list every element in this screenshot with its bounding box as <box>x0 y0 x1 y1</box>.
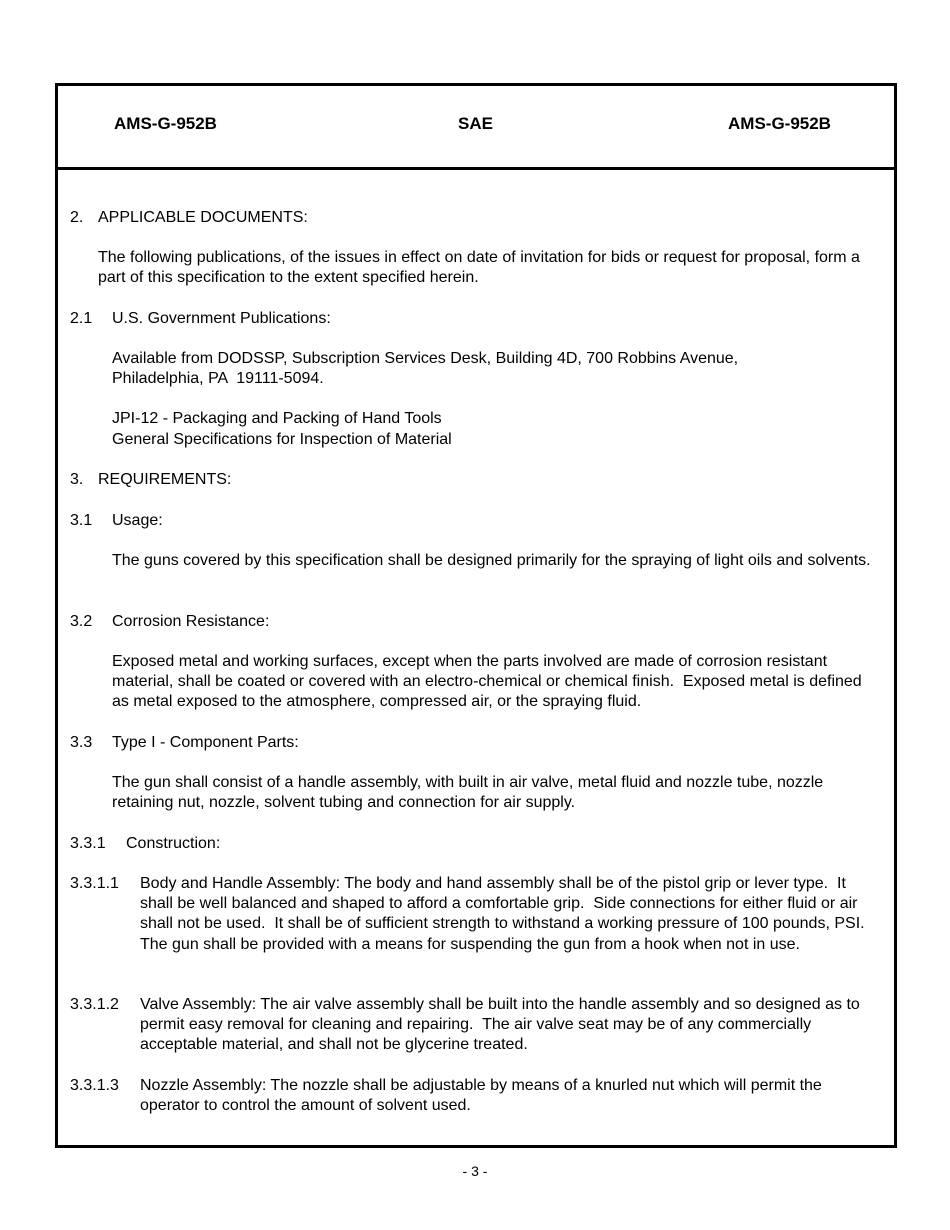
section-2-paragraph: The following publications, of the issues in effect on date of invitation for bids or request for proposal, form a part of this specification to the extent specified herein. <box>98 249 860 287</box>
section-3-3-1-number: 3.3.1 <box>70 835 106 852</box>
section-3-2-number: 3.2 <box>70 613 93 630</box>
section-number: 2. <box>70 209 84 226</box>
section-3-1-title: Usage: <box>112 512 163 529</box>
section-3-3-1-1-number: 3.3.1.1 <box>70 875 119 892</box>
section-2-1-document-line-2: General Specifications for Inspection of Material <box>112 431 452 448</box>
section-3-3-1-3-number: 3.3.1.3 <box>70 1077 119 1094</box>
header-doc-id-right: AMS-G-952B <box>728 114 831 133</box>
section-3-3-1-1-paragraph: Body and Handle Assembly: The body and hand assembly shall be of the pistol grip or lever type. It shall be well balanced and shaped to afford a comfortable grip. Side connections for either fluid or air shall not be used. It shall be of sufficient strength to withstand a working pressure of 100 pounds, PSI. The gun shall be provided with a means for suspending the gun from a hook when not in use. <box>140 875 874 953</box>
section-2-1-number: 2.1 <box>70 310 93 327</box>
section-3-3-1-2-number: 3.3.1.2 <box>70 996 119 1013</box>
section-3-title: REQUIREMENTS: <box>98 471 232 488</box>
section-2-heading <box>70 208 83 228</box>
section-3-1-paragraph: The guns covered by this specification shall be designed primarily for the spraying of light oils and solvents. <box>112 552 871 569</box>
section-3-3-1-2-paragraph: Valve Assembly: The air valve assembly shall be built into the handle assembly and so designed as to permit easy removal for cleaning and repairing. The air valve seat may be of any commercially acceptable material, and shall not be glycerine treated. <box>140 996 865 1054</box>
header-doc-id-left: AMS-G-952B <box>114 114 217 133</box>
section-3-3-1-title: Construction: <box>126 835 221 852</box>
section-3-3-paragraph: The gun shall consist of a handle assembly, with built in air valve, metal fluid and nozzle tube, nozzle retaining nut, nozzle, solvent tubing and connection for air supply. <box>112 774 824 812</box>
section-3-2-title: Corrosion Resistance: <box>112 613 270 630</box>
section-3-1-number: 3.1 <box>70 512 93 529</box>
page-header <box>58 86 894 170</box>
section-2-1-title: U.S. Government Publications: <box>112 310 331 327</box>
section-3-number: 3. <box>70 471 84 488</box>
section-2-1-address-line-1: Available from DODSSP, Subscription Services Desk, Building 4D, 700 Robbins Avenue, <box>112 350 739 367</box>
section-3-2-paragraph: Exposed metal and working surfaces, except when the parts involved are made of corrosion resistant material, shall be coated or covered with an electro-chemical or chemical finish. Exposed metal is defined as metal exposed to the atmosphere, compressed air, or the spraying fluid. <box>112 653 867 711</box>
section-3-3-number: 3.3 <box>70 734 93 751</box>
page-number: - 3 - <box>462 1163 488 1179</box>
section-2-1-address-line-2: Philadelphia, PA 19111-5094. <box>112 370 324 387</box>
section-2-1-document-line-1: JPI-12 - Packaging and Packing of Hand Tools <box>112 410 442 427</box>
section-2-title: APPLICABLE DOCUMENTS: <box>98 209 308 226</box>
header-publisher: SAE <box>458 114 493 133</box>
section-3-3-1-3-paragraph: Nozzle Assembly: The nozzle shall be adjustable by means of a knurled nut which will permit the operator to control the amount of solvent used. <box>140 1077 822 1115</box>
section-3-3-title: Type I - Component Parts: <box>112 734 299 751</box>
